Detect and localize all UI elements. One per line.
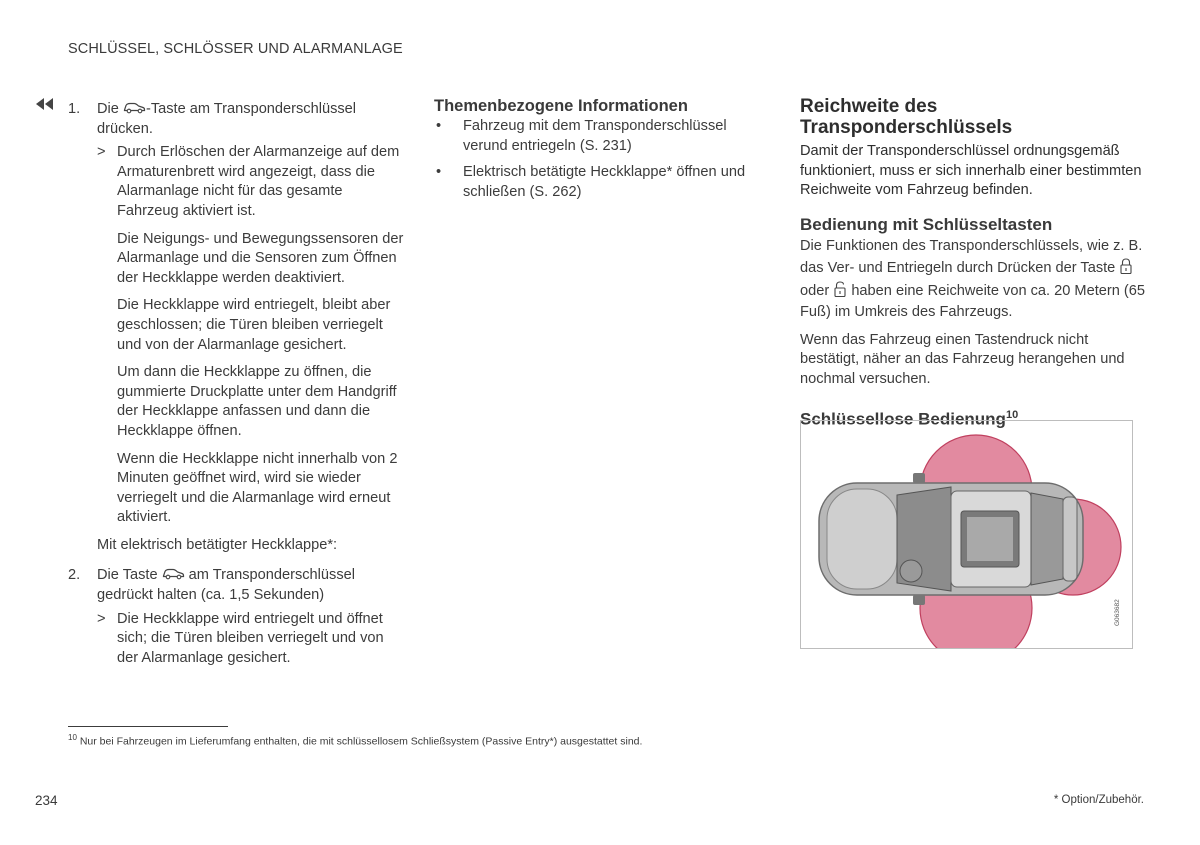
footnote	[68, 733, 642, 748]
related-link-text[interactable]: Fahrzeug mit dem Transponderschlüssel verund entriegeln (S. 231)	[463, 118, 727, 154]
page-number: 234	[35, 793, 58, 808]
instructions-column	[68, 100, 408, 668]
related-link[interactable]	[434, 117, 774, 156]
figure-code: G063682	[1114, 599, 1121, 626]
result-marker: >	[97, 144, 106, 161]
step-1-details	[68, 143, 408, 528]
intro-paragraph: Damit der Transponderschlüssel ordnungsgemäß funktioniert, muss er sich innerhalb einer bestimmten Reichweite vom Fahrzeug befinden.	[800, 143, 1142, 199]
step-number: 2.	[68, 567, 81, 584]
step-2	[68, 566, 408, 605]
result-marker: >	[97, 610, 106, 627]
car-range-illustration	[801, 421, 1132, 648]
section-heading: Reichweite des Transponderschlüssels	[800, 96, 1013, 138]
range-column	[800, 96, 1145, 430]
footnote-divider	[68, 726, 228, 727]
result-text: Die Heckklappe wird entriegelt und öffnet sich; die Türen bleiben verriegelt und von der Alarmanlage gesichert.	[117, 610, 384, 666]
step-number: 1.	[68, 101, 81, 117]
step-text: am Transponderschlüssel gedrückt halten (ca. 1,5 Sekunden)	[97, 567, 355, 604]
step-text: Die Taste	[97, 567, 162, 584]
result-item	[97, 610, 408, 669]
subheading-keyless: Schlüssellose Bedienung$^{10}$	[800, 408, 1019, 429]
step-text: Die	[97, 101, 123, 117]
tailgate-key-icon	[123, 100, 146, 114]
tailgate-key-icon	[162, 566, 185, 580]
note-paragraph: Wenn die Heckklappe nicht innerhalb von 2 Minuten geöffnet wird, wird sie wieder verriegelt und die Alarmanlage wird erneut aktiviert.	[117, 450, 398, 526]
related-link[interactable]	[434, 163, 774, 202]
result-item	[97, 143, 408, 221]
car-top-view	[819, 473, 1083, 605]
step-2-details	[68, 610, 408, 669]
result-text: Durch Erlöschen der Alarmanzeige auf dem Armaturenbrett wird angezeigt, dass die Alarmanlage nicht für das gesamte Fahrzeug aktiviert ist.	[117, 144, 400, 219]
subheading-key-buttons: Bedienung mit Schlüsseltasten	[800, 214, 1053, 234]
related-link-text[interactable]: Elektrisch betätigte Heckklappe* öffnen und schließen (S. 262)	[463, 164, 746, 200]
step-1	[68, 100, 408, 139]
previous-page-icon[interactable]	[36, 98, 54, 110]
page-header: SCHLÜSSEL, SCHLÖSSER UND ALARMANLAGE	[68, 41, 403, 57]
confirmation-paragraph: Wenn das Fahrzeug einen Tastendruck nicht bestätigt, näher an das Fahrzeug herangehen und nochmal versuchen.	[800, 331, 1125, 387]
option-accessory-note: * Option/Zubehör.	[1053, 794, 1144, 806]
footnote-number: 10	[68, 733, 77, 742]
related-info-column	[434, 96, 774, 202]
step-text: -Taste am Transponderschlüssel drücken.	[97, 101, 357, 137]
bullet: •	[436, 118, 442, 134]
key-buttons-paragraph: Die Funktionen des Transponderschlüssels, wie z. B. das Ver- und Entriegeln durch Drücken der Taste oder haben eine Reichweite von ca. 20 Metern (65 Fuß) im Umkreis des Fahrzeugs.	[800, 237, 1145, 321]
footnote-text: Nur bei Fahrzeugen im Lieferumfang enthalten, die mit schlüssellosem Schließsystem (Passive Entry*) ausgestattet sind.	[79, 735, 643, 748]
lock-icon	[1119, 257, 1133, 275]
footnote-ref: 10	[1005, 408, 1019, 421]
related-info-heading: Themenbezogene Informationen	[434, 97, 688, 115]
keyless-range-figure	[800, 420, 1133, 649]
note-paragraph: Die Heckklappe wird entriegelt, bleibt aber geschlossen; die Türen bleiben verriegelt und von der Alarmanlage gesichert.	[117, 297, 391, 353]
electric-tailgate-label: Mit elektrisch betätigter Heckklappe*:	[97, 536, 338, 553]
bullet: •	[436, 164, 442, 181]
note-paragraph: Um dann die Heckklappe zu öffnen, die gummierte Druckplatte unter dem Handgriff der Heckklappe anfassen und dann die Heckklappe öffnen.	[117, 364, 397, 439]
note-paragraph: Die Neigungs- und Bewegungssensoren der Alarmanlage und die Sensoren zum Öffnen der Heckklappe werden deaktiviert.	[117, 230, 404, 286]
unlock-icon	[833, 280, 847, 298]
